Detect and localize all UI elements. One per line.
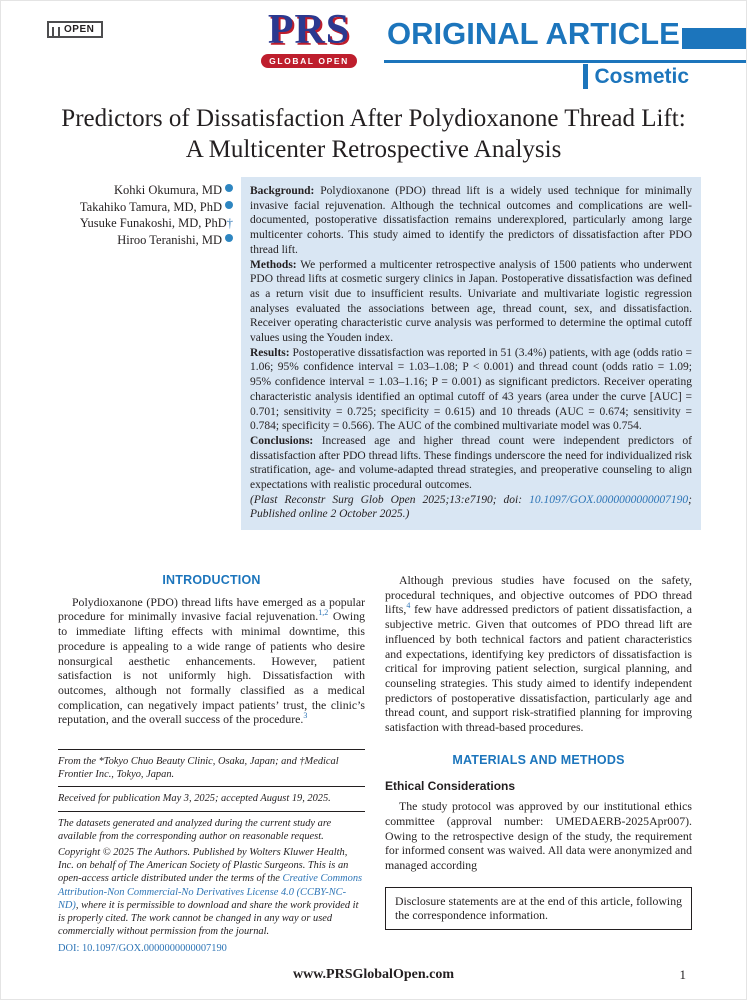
- left-column: [58, 573, 365, 959]
- materials-methods-heading: MATERIALS AND METHODS: [452, 752, 625, 767]
- paragraph-text: few have addressed predictors of patient dissatisfaction, a subjective metric. Given that outcomes of PDO thread lift are influenced by both technical factors and patient characteristics and expectations, identifying key predictors of dissatisfaction is critical for improving patient selection, surgical planning, and counseling strategies. This study aimed to identify independent predictors of postoperative dissatisfaction, particularly age and thread count, and support risk-stratified planning for improving satisfaction with thread-based procedures.: [385, 602, 692, 735]
- copyright-text: Copyright © 2025 The Authors. Published by Wolters Kluwer Health, Inc. on behalf of The American Society of Plastic Surgeons. This is an open-access article distributed under the terms of the: [58, 847, 349, 885]
- paragraph-text: Although previous studies have focused on the safety, procedural techniques, and objective outcomes of PDO thread lifts,: [385, 573, 692, 617]
- author-name: Takahiko Tamura, MD, PhD: [79, 199, 222, 214]
- citation-text: (Plast Reconstr Surg Glob Open 2025;13:e7190; doi:: [250, 493, 530, 506]
- section-bar-decoration: [583, 64, 588, 89]
- ethical-considerations-paragraph: The study protocol was approved by our institutional ethics committee (approval number: UMEDAERB-2025Apr007). Owing to the retrospective design of the study, the requirement for informed consent was waived. All data were anonymized and managed according: [385, 799, 692, 872]
- journal-url: www.PRSGlobalOpen.com: [292, 967, 454, 982]
- ethical-considerations-heading: Ethical Considerations: [385, 779, 516, 794]
- abstract-conclusions-label: Conclusions:: [250, 434, 314, 447]
- paragraph-text: Polydioxanone (PDO) thread lifts have emerged as a popular procedure for minimally invasive facial rejuvenation.: [58, 594, 365, 624]
- article-title: Predictors of Dissatisfaction After Polydioxanone Thread Lift: A Multicenter Retrospective Analysis: [61, 105, 686, 163]
- copyright-text: , where it is permissible to download and share the work provided it is properly cited. The work cannot be changed in any way or used commercially without permission from the journal.: [58, 899, 359, 938]
- section-row: [583, 64, 689, 89]
- disclosure-box: [385, 887, 692, 931]
- blue-tab-decoration: [682, 28, 746, 49]
- author: [37, 199, 233, 216]
- open-access-badge: [47, 21, 103, 38]
- paragraph-text: Owing to immediate lifting effects with minimal downtime, this procedure is appealing to a wide range of patients who desire nonsurgical aesthetic enhancements. However, patient satisfaction is not uniformly high. Dissatisfaction with outcomes, although not formally classified as a medical complication, can negatively impact patients’ trust, the clinic’s reputation, and the overall success of the procedure.: [58, 609, 366, 727]
- abstract-background-text: Polydioxanone (PDO) thread lift is a widely used technique for minimally invasive facial rejuvenation. Although the technical outcomes and complications are well-documented, postoperative dissatisfaction remains underexplored, particularly among large multicenter cohorts. This study aimed to identify the predictors of dissatisfaction after PDO thread lift.: [250, 185, 692, 256]
- orcid-icon[interactable]: [225, 184, 233, 192]
- reference-superscript[interactable]: 3: [303, 711, 308, 721]
- abstract-methods-label: Methods:: [250, 258, 297, 271]
- copyright-footnote: [58, 846, 365, 938]
- disclosure-text: Disclosure statements are at the end of this article, following the correspondence information.: [395, 893, 682, 923]
- abstract-background-label: Background:: [250, 185, 315, 197]
- page-number: 1: [679, 967, 686, 982]
- section-label: Cosmetic: [594, 64, 689, 88]
- doi-link[interactable]: 10.1097/GOX.0000000000007190: [529, 493, 689, 506]
- author-list: [37, 182, 233, 248]
- author: [37, 215, 233, 232]
- abstract-background: [250, 184, 692, 258]
- open-badge-label: OPEN: [64, 24, 95, 35]
- reference-superscript[interactable]: 1,2: [318, 608, 329, 618]
- data-availability-footnote: The datasets generated and analyzed during the current study are available from the corresponding author on reasonable request.: [58, 817, 332, 842]
- prs-logo-banner: GLOBAL OPEN: [261, 54, 357, 68]
- author: [37, 182, 233, 199]
- reference-superscript[interactable]: 4: [406, 601, 411, 611]
- orcid-icon[interactable]: [225, 201, 233, 209]
- open-access-icon: [52, 27, 60, 36]
- author-name: Hiroo Teranishi, MD: [117, 232, 222, 247]
- abstract-box: [241, 177, 701, 530]
- introduction-heading: INTRODUCTION: [162, 573, 261, 587]
- abstract-results-text: Postoperative dissatisfaction was reported in 51 (3.4%) patients, with age (odds ratio = 1.06; 95% confidence interval = 1.03–1.08; P < 0.001) and thread count (odds ratio = 1.09; 95% confidence interval = 1.03–1.16; P = 0.001) as significant predictors. Receiver operating characteristic analysis identified an optimal cutoff of 43 years (area under the curve [AUC] = 0.701; sensitivity = 0.725; specificity = 0.615) and 10 threads (AUC = 0.674; sensitivity = 0.784; specificity = 0.566). The AUC of the combined multivariate model was 0.754.: [250, 346, 692, 433]
- abstract-conclusions-text: Increased age and higher thread count were independent predictors of dissatisfaction after PDO thread lifts. These findings underscore the need for individualized risk stratification, age- and volume-adapted thread strategies, and preoperative counseling to align expectations with realistic procedural outcomes.: [250, 434, 692, 492]
- right-column: [385, 573, 692, 930]
- abstract-results-label: Results:: [250, 346, 290, 359]
- masthead-rule: [384, 60, 746, 63]
- footnote-rule: [58, 811, 365, 812]
- doi-footnote[interactable]: DOI: 10.1097/GOX.0000000000007190: [58, 943, 227, 955]
- prs-logo: [253, 9, 365, 69]
- abstract-results: [250, 346, 692, 434]
- author-name: Yusuke Funakoshi, MD, PhD: [79, 216, 227, 230]
- abstract-conclusions: [250, 434, 692, 493]
- citation-text: ; Published online 2 October 2025.): [250, 493, 692, 521]
- received-footnote: Received for publication May 3, 2025; accepted August 19, 2025.: [58, 793, 331, 805]
- footnote-rule: [58, 786, 365, 787]
- affiliations-footnote: From the *Tokyo Chuo Beauty Clinic, Osaka, Japan; and †Medical Frontier Inc., Tokyo, Japan.: [58, 756, 339, 781]
- intro-continued-paragraph: [385, 573, 692, 735]
- orcid-icon[interactable]: [225, 234, 233, 242]
- introduction-paragraph: [58, 595, 365, 727]
- author-name: Kohki Okumura, MD: [114, 183, 222, 197]
- footnote-rule: [58, 749, 365, 750]
- author: [37, 232, 233, 249]
- prs-logo-text: PRS: [267, 7, 351, 53]
- footnotes: [58, 749, 365, 956]
- dagger-affiliation-mark: †: [226, 216, 233, 230]
- cc-license-link[interactable]: Creative Commons Attribution-Non Commercial-No Derivatives License 4.0 (CCBY-NC-ND): [58, 873, 363, 911]
- abstract-methods-text: We performed a multicenter retrospective analysis of 1500 patients who underwent PDO thread lifts at cosmetic surgery clinics in Japan. Postoperative dissatisfaction was defined as a return visit due to insufficient results. Univariate and multivariate logistic regression analyses evaluated the associations between age, thread count, sex, and dissatisfaction. Receiver operating characteristic curve analysis was performed to determine the optimal cutoff values using the Youden index.: [250, 258, 692, 345]
- abstract-methods: [250, 258, 692, 346]
- article-type-label: ORIGINAL ARTICLE: [387, 16, 680, 51]
- abstract-citation: [250, 493, 692, 522]
